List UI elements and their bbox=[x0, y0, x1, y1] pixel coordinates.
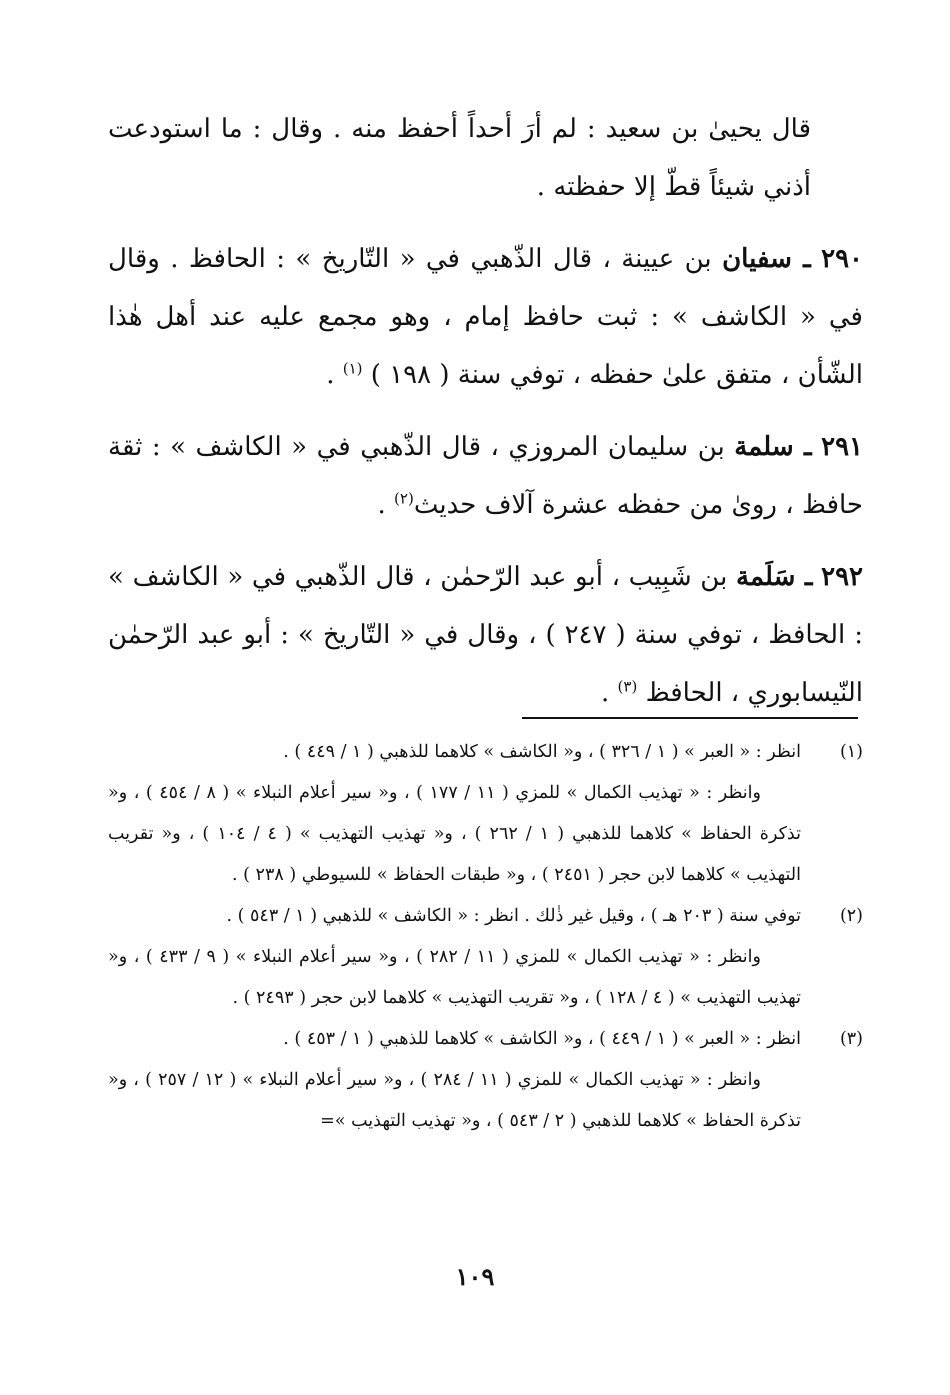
page-number: ١٠٩ bbox=[455, 1262, 495, 1291]
footnote-1 bbox=[108, 732, 863, 773]
footnote-ref[interactable]: (٣) bbox=[617, 677, 638, 696]
entry-290: ٢٩٠ ـ سفيان بن عيينة ، قال الذّهبي في « التّاريخ » : الحافظ . وقال في « الكاشف » : ثبت حافظ إمام ، وهو مجمع عليه عند أهل هٰذا الشّأن ، متفق علىٰ حفظه ، توفي سنة ( ١٩٨ ) $^{(١)}$ . bbox=[108, 244, 864, 390]
footnote-text: وانظر : « تهذيب الكمال » للمزي ( ١١ / ٢٨٢ ) ، و« سير أعلام النبلاء » ( ٩ / ٤٣٣ ) ، و« تهذيب التهذيب » ( ٤ / ١٢٨ ) ، و« تقريب التهذيب » كلاهما لابن حجر ( ٢٤٩٣ ) . bbox=[108, 947, 801, 1008]
footnote-marker: (١) bbox=[839, 742, 863, 762]
entry-text: بن سليمان المروزي ، قال الذّهبي في « الكاشف » : ثقة حافظ ، روىٰ من حفظه عشرة آلاف حديث bbox=[108, 432, 863, 520]
footnote-1-continued bbox=[108, 773, 863, 896]
footnote-3-continued bbox=[108, 1060, 863, 1142]
footnote-marker: (٣) bbox=[839, 1029, 863, 1049]
entry-number: ٢٩٢ bbox=[821, 562, 864, 592]
footnote-marker: (٢) bbox=[839, 906, 863, 926]
entry-text: بن عيينة ، قال الذّهبي في « التّاريخ » : الحافظ . وقال في « الكاشف » : ثبت حافظ إمام ، وهو مجمع عليه عند أهل هٰذا الشّأن ، متفق علىٰ حفظه ، توفي سنة ( ١٩٨ ) bbox=[108, 244, 863, 390]
footnote-3 bbox=[108, 1019, 863, 1060]
footnote-text: وانظر : « تهذيب الكمال » للمزي ( ١١ / ٢٨٤ ) ، و« سير أعلام النبلاء » ( ١٢ / ٢٥٧ ) ، و« تذكرة الحفاظ » كلاهما للذهبي ( ٢ / ٥٤٣ ) ، و« تهذيب التهذيب »= bbox=[108, 1070, 801, 1131]
footnote-ref[interactable]: (٢) bbox=[394, 489, 414, 508]
footnote-2 bbox=[108, 896, 863, 937]
entry-291: ٢٩١ ـ سلمة بن سليمان المروزي ، قال الذّهبي في « الكاشف » : ثقة حافظ ، روىٰ من حفظه عشرة آلاف حديث$^{(٢)}$ . bbox=[108, 432, 864, 520]
footnotes bbox=[108, 732, 863, 1142]
footnote-text: توفي سنة ( ٢٠٣ هـ ) ، وقيل غير ذٰلك . انظر : « الكاشف » للذهبي ( ١ / ٥٤٣ ) . bbox=[226, 906, 801, 926]
footnote-ref[interactable]: (١) bbox=[342, 359, 363, 378]
footnote-2-continued bbox=[108, 937, 863, 1019]
entry-name: سَلَمة bbox=[736, 562, 796, 592]
entry-name: سفيان bbox=[722, 244, 792, 274]
entry-name: سلمة bbox=[734, 432, 794, 462]
entry-text: بن شَبِيب ، أبو عبد الرّحمٰن ، قال الذّهبي في « الكاشف » : الحافظ ، توفي سنة ( ٢٤٧ ) ، وقال في « التّاريخ » : أبو عبد الرّحمٰن النّيسابوري ، الحافظ bbox=[108, 562, 863, 708]
footnote-divider bbox=[522, 717, 858, 719]
main-text bbox=[108, 100, 863, 722]
footnote-text: انظر : « العبر » ( ١ / ٣٢٦ ) ، و« الكاشف » كلاهما للذهبي ( ١ / ٤٤٩ ) . bbox=[283, 742, 801, 762]
footnote-text: انظر : « العبر » ( ١ / ٤٤٩ ) ، و« الكاشف » كلاهما للذهبي ( ١ / ٤٥٣ ) . bbox=[283, 1029, 801, 1049]
entry-number: ٢٩١ bbox=[821, 432, 864, 462]
entry-292: ٢٩٢ ـ سَلَمة بن شَبِيب ، أبو عبد الرّحمٰن ، قال الذّهبي في « الكاشف » : الحافظ ، توفي سنة ( ٢٤٧ ) ، وقال في « التّاريخ » : أبو عبد الرّحمٰن النّيسابوري ، الحافظ $^{(٣)}$ . bbox=[108, 562, 864, 708]
intro-paragraph: قال يحيىٰ بن سعيد : لم أرَ أحداً أحفظ منه . وقال : ما استودعت أذني شيئاً قطّ إلا حفظته . bbox=[108, 114, 811, 202]
entry-number: ٢٩٠ bbox=[821, 244, 864, 274]
footnote-text: وانظر : « تهذيب الكمال » للمزي ( ١١ / ١٧٧ ) ، و« سير أعلام النبلاء » ( ٨ / ٤٥٤ ) ، و« تذكرة الحفاظ » كلاهما للذهبي ( ١ / ٢٦٢ ) ، و« تهذيب التهذيب » ( ٤ / ١٠٤ ) ، و« تقريب التهذيب » كلاهما لابن حجر ( ٢٤٥١ ) ، و« طبقات الحفاظ » للسيوطي ( ٢٣٨ ) . bbox=[108, 783, 801, 885]
